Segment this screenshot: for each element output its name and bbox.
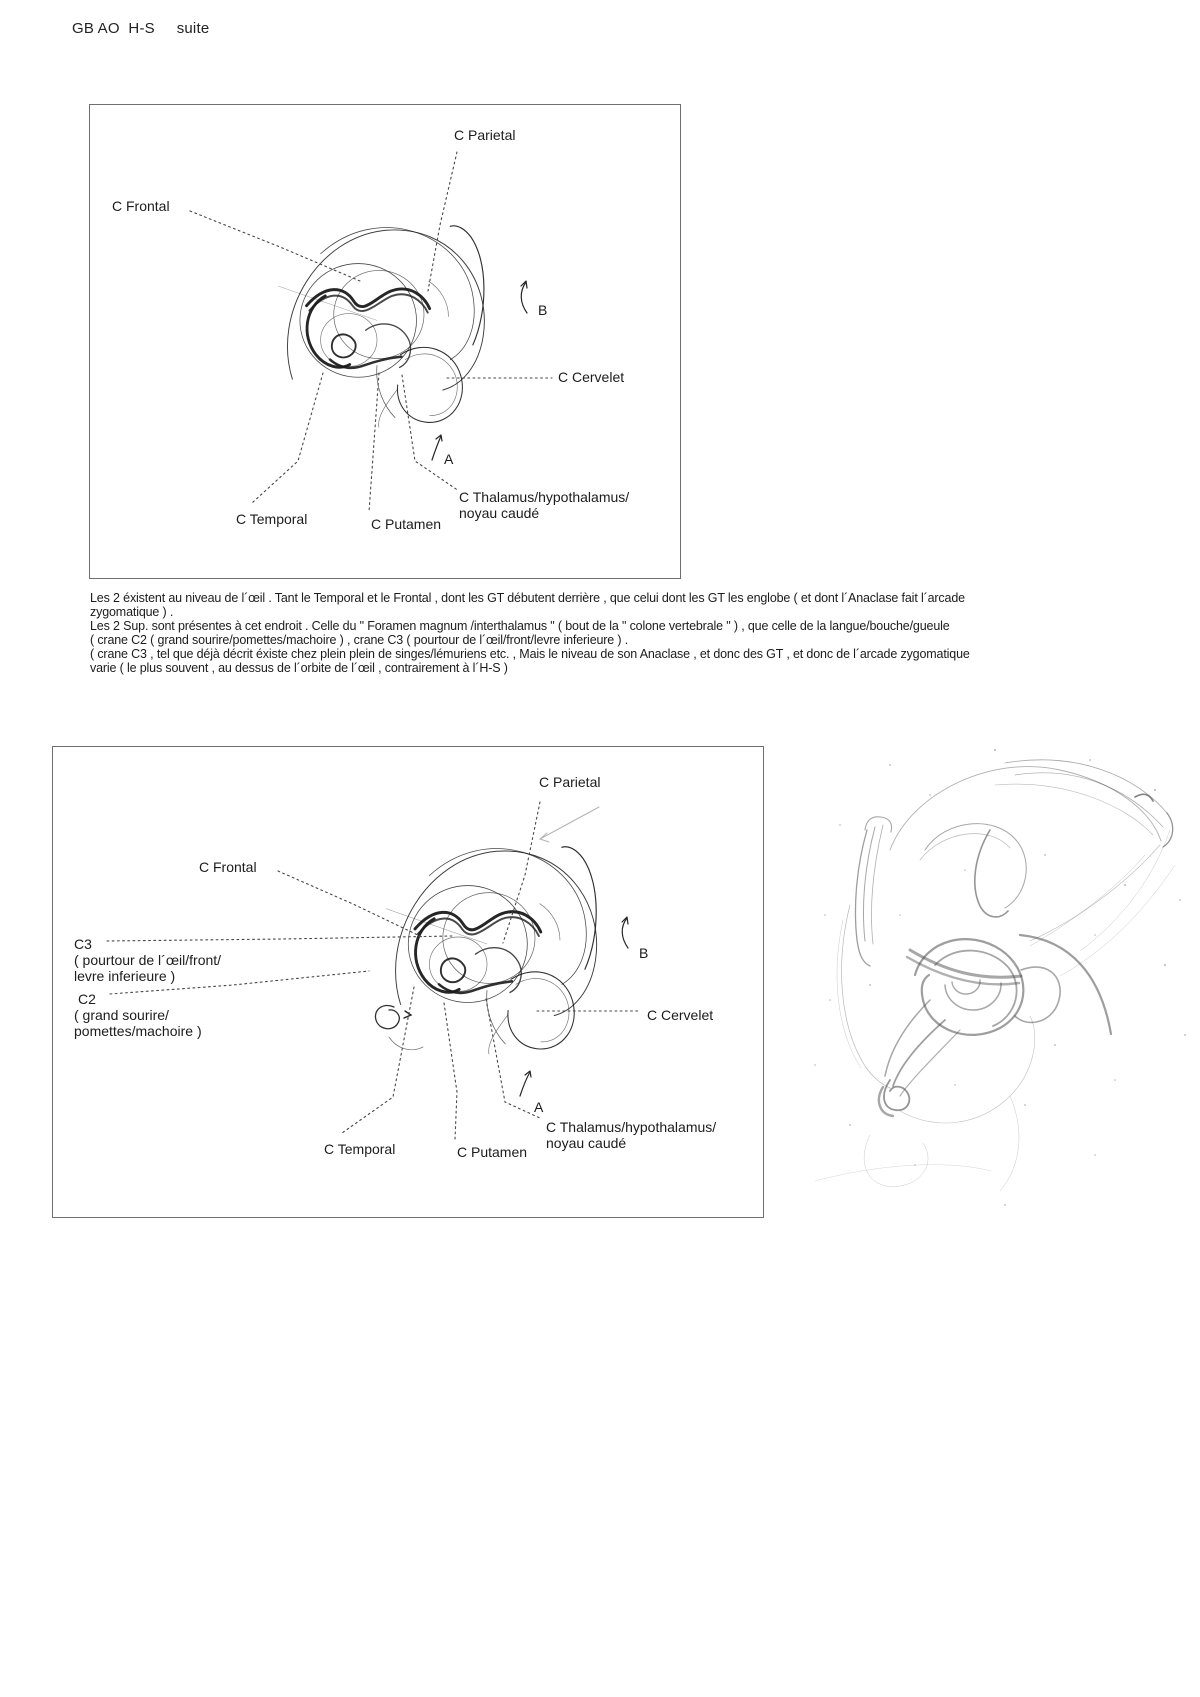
body-text-line: Les 2 Sup. sont présentes à cet endroit . Celle du " Foramen magnum /interthalamus " ( bout de la " colone vertebrale " ) , que celle de la langue/bouche/gueule [90, 619, 950, 633]
figure1-arrows [432, 281, 527, 460]
under-hook [389, 1037, 423, 1050]
label-b-marker: B [538, 302, 548, 318]
label-temporal: C Temporal [324, 1141, 396, 1157]
page-title: GB AO H-S suite [72, 20, 210, 37]
label-c2-title: C2 [78, 991, 96, 1007]
label-frontal: C Frontal [112, 198, 170, 214]
label-c3-line2: levre inferieure ) [74, 968, 176, 984]
pencil-strokes [815, 760, 1175, 1191]
label-thalamus-line1: C Thalamus/hypothalamus/ [546, 1119, 717, 1135]
label-c2 [74, 991, 202, 1039]
label-c3 [74, 936, 221, 984]
label-thalamus [546, 1119, 716, 1151]
leader-frontal [278, 871, 422, 937]
figure1-leader-lines [190, 152, 552, 512]
arrow-b-shaft [521, 282, 527, 313]
leader-temporal [252, 373, 323, 503]
label-thalamus-line2: noyau caudé [459, 505, 540, 521]
brain-sketch-figure1 [278, 226, 484, 427]
figure2-faint-arrow [540, 807, 599, 842]
leader-thalamus [402, 375, 459, 491]
label-cervelet: C Cervelet [558, 369, 625, 385]
small-arrow-mark [404, 1011, 411, 1018]
label-frontal: C Frontal [199, 859, 257, 875]
figure2-extra-sketch [375, 1005, 423, 1049]
leader-putamen [444, 1003, 457, 1139]
label-c3-title: C3 [74, 936, 92, 952]
label-putamen: C Putamen [457, 1144, 528, 1160]
label-thalamus-line1: C Thalamus/hypothalamus/ [459, 489, 630, 505]
label-putamen: C Putamen [371, 516, 442, 532]
label-b-marker: B [639, 945, 649, 961]
body-text-line: ( crane C2 ( grand sourire/pomettes/machoire ) , crane C3 ( pourtour de l´œil/front/levre inferieure ) . [90, 633, 629, 647]
pencil-sketch [795, 735, 1195, 1225]
label-thalamus [459, 489, 629, 521]
body-text [90, 591, 1110, 675]
figure2-box [52, 746, 764, 1218]
label-c2-line1: ( grand sourire/ [74, 1007, 169, 1023]
label-thalamus-line2: noyau caudé [546, 1135, 627, 1151]
body-text-line: varie ( le plus souvent , au dessus de l´orbite de l´œil , contrairement à l´H-S ) [90, 661, 508, 675]
brain-sketch-figure2 [386, 847, 596, 1054]
body-text-line: zygomatique ) . [90, 605, 174, 619]
label-cervelet: C Cervelet [647, 1007, 714, 1023]
figure1-box [89, 104, 681, 579]
label-c3-line1: ( pourtour de l´œil/front/ [74, 952, 222, 968]
label-a-marker: A [534, 1099, 544, 1115]
spiral-curl [375, 1005, 399, 1028]
body-text-line: Les 2 éxistent au niveau de l´œil . Tant le Temporal et le Frontal , dont les GT débutent derrière , que celui dont les GT les englobe ( et dont l´Anaclase fait l´arcade [90, 591, 965, 605]
leader-parietal [428, 152, 457, 291]
label-parietal: C Parietal [539, 774, 601, 790]
label-a-marker: A [444, 451, 454, 467]
leader-frontal [190, 211, 360, 281]
label-temporal: C Temporal [236, 511, 308, 527]
faint-arrow-shaft [540, 807, 599, 839]
label-parietal: C Parietal [454, 127, 516, 143]
leader-putamen [369, 373, 379, 512]
arrow-a-shaft [432, 436, 441, 460]
label-c2-line2: pomettes/machoire ) [74, 1023, 202, 1039]
body-text-line: ( crane C3 , tel que déjà décrit éxiste chez plein plein de singes/lémuriens etc. , Mais le niveau de son Anaclase , et donc des GT , et donc de l´arcade zygomatique [90, 647, 970, 661]
arrow-b-shaft [622, 918, 628, 948]
